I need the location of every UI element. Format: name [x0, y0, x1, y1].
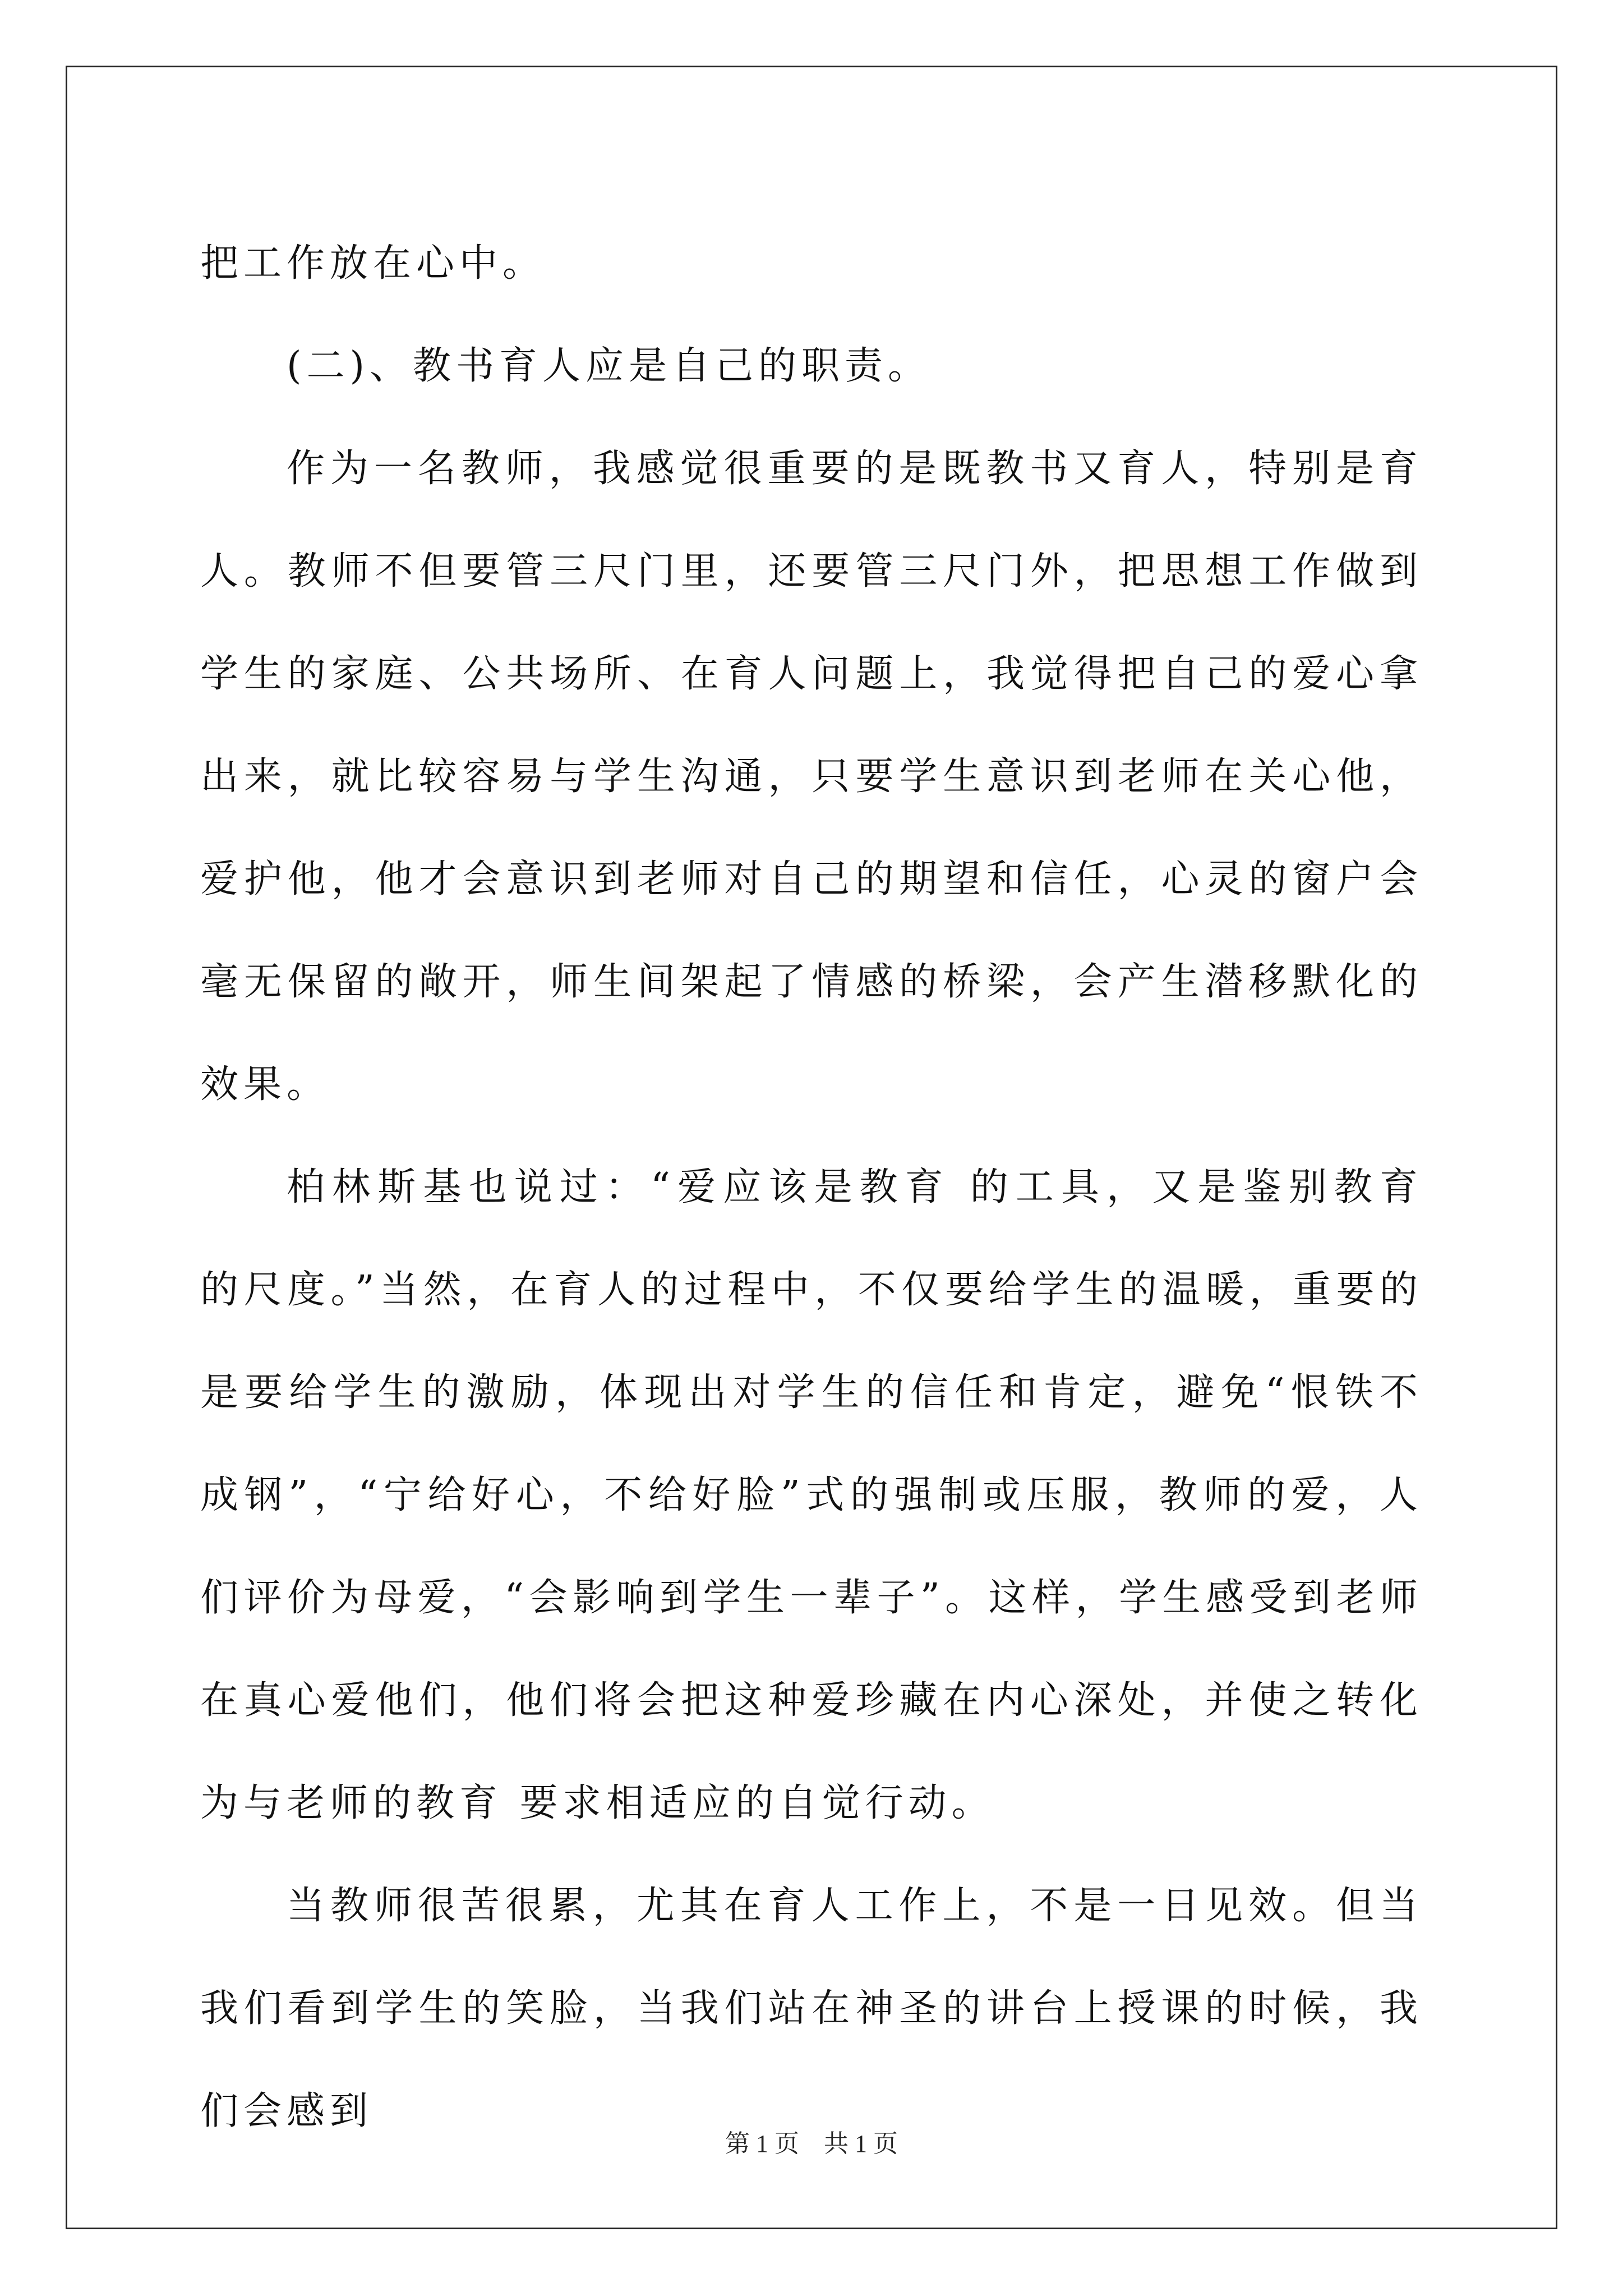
section-heading: (二)、教书育人应是自己的职责。	[287, 344, 932, 388]
paragraph: 当教师很苦很累，尤其在育人工作上，不是一日见效。但当我们看到学生的笑脸，当我们站在神圣的讲台上授课的时候，我们会感到	[200, 1884, 1423, 2133]
page-number-footer: 第 1 页 共 1 页	[725, 2130, 898, 2157]
paragraph: 柏林斯基也说过：“爱应该是教育 的工具，又是鉴别教育 的尺度。”当然，在育人的过程中，不仅要给学生的温暖，重要的是要给学生的激励，体现出对学生的信任和肯定，避免“恨铁不成钢”，“宁给好心，不给好脸”式的强制或压服，教师的爱，人们评价为母爱，“会影响到学生一辈子”。这样，学生感受到老师在真心爱他们，他们将会把这种爱珍藏在内心深处，并使之转化为与老师的教育 要求相适应的自觉行动。	[200, 1165, 1423, 1825]
paragraph: 作为一名教师，我感觉很重要的是既教书又育人，特别是育人。教师不但要管三尺门里，还要管三尺门外，把思想工作做到学生的家庭、公共场所、在育人问题上，我觉得把自己的爱心拿出来，就比较容易与学生沟通，只要学生意识到老师在关心他，爱护他，他才会意识到老师对自己的期望和信任，心灵的窗户会毫无保留的敞开，师生间架起了情感的桥梁，会产生潜移默化的效果。	[200, 447, 1423, 1107]
document-body	[200, 212, 1423, 2162]
paragraph-continuation: 把工作放在心中。	[200, 241, 546, 286]
